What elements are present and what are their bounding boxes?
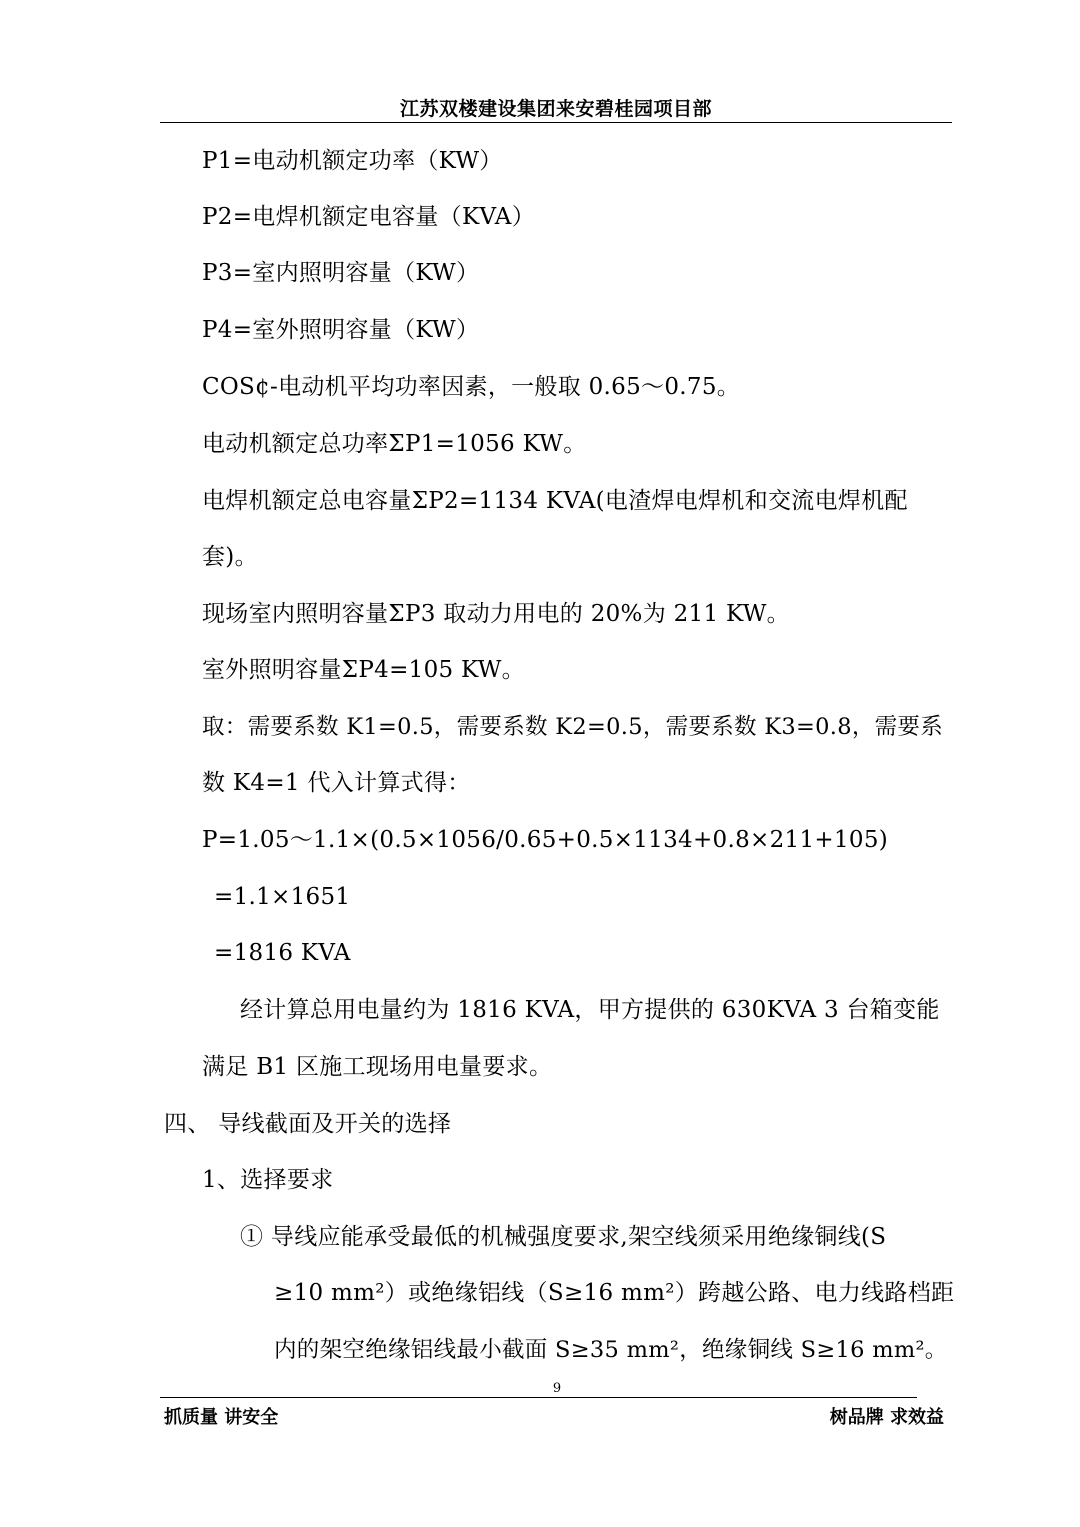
text-line: P4=室外照明容量（KW）	[202, 317, 480, 343]
text-line: 内的架空绝缘铝线最小截面 S≥35 mm²，绝缘铜线 S≥16 mm²。	[274, 1337, 948, 1363]
text-line: ① 导线应能承受最低的机械强度要求,架空线须采用绝缘铜线(S	[240, 1224, 887, 1250]
footer-right-slogan: 树品牌 求效益	[829, 1407, 944, 1428]
formula-line: =1816 KVA	[214, 940, 351, 966]
text-line: 满足 B1 区施工现场用电量要求。	[202, 1054, 553, 1080]
subsection-heading: 1、选择要求	[202, 1167, 334, 1193]
text-line: 取：需要系数 K1=0.5，需要系数 K2=0.5，需要系数 K3=0.8，需要系	[202, 714, 944, 740]
text-line: 数 K4=1 代入计算式得：	[202, 770, 471, 796]
text-line: COS¢-电动机平均功率因素，一般取 0.65～0.75。	[202, 374, 741, 400]
header-divider	[160, 122, 952, 123]
text-line: P1=电动机额定功率（KW）	[202, 148, 503, 174]
formula-line: P=1.05～1.1×(0.5×1056/0.65+0.5×1134+0.8×211+105)	[202, 827, 889, 853]
text-line: 套)。	[202, 544, 258, 570]
footer-divider	[160, 1397, 917, 1398]
text-line: ≥10 mm²）或绝缘铝线（S≥16 mm²）跨越公路、电力线路档距	[274, 1280, 955, 1306]
text-line: 电焊机额定总电容量ΣP2=1134 KVA(电渣焊电焊机和交流电焊机配	[202, 488, 908, 514]
formula-line: =1.1×1651	[214, 884, 351, 910]
page-number: 9	[552, 1381, 562, 1396]
page-header-title: 江苏双楼建设集团来安碧桂园项目部	[399, 98, 712, 120]
footer-left-slogan: 抓质量 讲安全	[164, 1407, 279, 1428]
text-line: P2=电焊机额定电容量（KVA）	[202, 204, 536, 230]
text-line: P3=室内照明容量（KW）	[202, 260, 480, 286]
text-line: 电动机额定总功率ΣP1=1056 KW。	[202, 431, 587, 457]
text-line: 经计算总用电量约为 1816 KVA，甲方提供的 630KVA 3 台箱变能	[240, 997, 940, 1023]
text-line: 室外照明容量ΣP4=105 KW。	[202, 657, 525, 683]
text-line: 现场室内照明容量ΣP3 取动力用电的 20%为 211 KW。	[202, 601, 790, 627]
section-heading: 四、 导线截面及开关的选择	[164, 1111, 452, 1137]
